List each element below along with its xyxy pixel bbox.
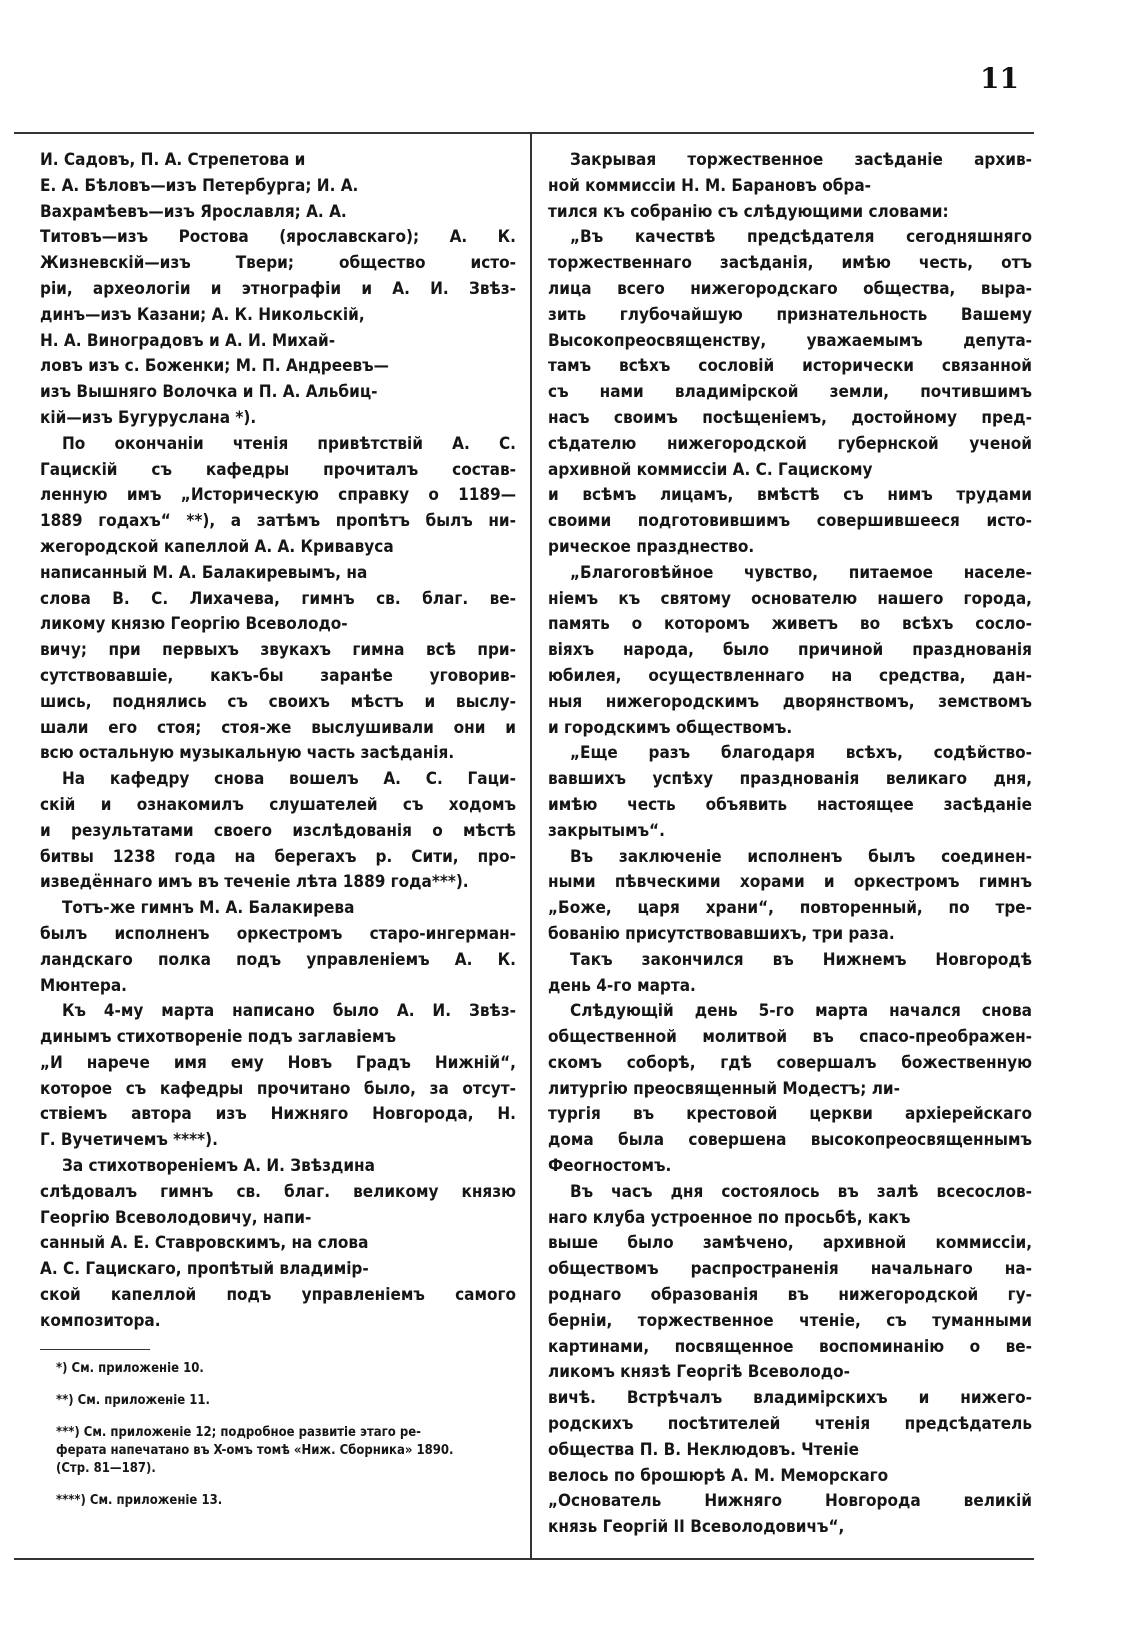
text-line: тился къ собранію съ слѣдующими словами:: [548, 201, 949, 222]
text-line: литургію преосвященный Модестъ; ли-: [548, 1078, 900, 1099]
footnote: [56, 1360, 516, 1378]
paragraph: [40, 999, 516, 1154]
paragraph: [40, 432, 516, 767]
text-line: написанный М. А. Балакиревымъ, на: [40, 562, 368, 583]
text-line: Гацискій съ кафедры прочиталъ состав-: [40, 459, 516, 480]
text-line: „Благоговѣйное чувство, питаемое населе-: [570, 562, 1032, 583]
text-line: санный А. Е. Ставровскимъ, на слова: [40, 1233, 369, 1254]
text-line: жегородской капеллой А. А. Кривавуса: [40, 536, 394, 557]
text-line: ныя нижегородскимъ дворянствомъ, земствомъ: [548, 691, 1032, 712]
text-line: Жизневскій—изъ Твери; общество исто-: [40, 253, 516, 274]
paragraph: [548, 561, 1032, 742]
text-line: велось по брошюрѣ А. М. Меморскаго: [548, 1465, 889, 1486]
text-line: скомъ соборѣ, гдѣ совершалъ божественную: [548, 1052, 1032, 1073]
text-line: и городскимъ обществомъ.: [548, 717, 793, 738]
text-line: ствіемъ автора изъ Нижняго Новгорода, Н.: [40, 1104, 516, 1125]
text-line: Тотъ-же гимнъ М. А. Балакирева: [62, 898, 355, 919]
text-line: „Боже, царя храни“, повторенный, по тре-: [548, 898, 1032, 919]
text-line: битвы 1238 года на берегахъ р. Сити, про-: [40, 846, 516, 867]
footnote-line: ферата напечатано въ X-омъ томѣ «Ниж. Сборника» 1890.: [56, 1442, 454, 1458]
text-line: своими подготовившимъ совершившееся исто-: [548, 511, 1032, 532]
footnote: [56, 1492, 516, 1510]
text-line: Закрывая торжественное засѣданіе архив-: [570, 150, 1032, 170]
text-line: Къ 4-му марта написано было А. И. Звѣз-: [62, 1001, 516, 1022]
text-line: имѣю честь объявить настоящее засѣданіе: [548, 794, 1032, 815]
text-line: По окончанiи чтенія привѣтствій А. С.: [62, 433, 516, 454]
text-line: Вахрамѣевъ—изъ Ярославля; А. А.: [40, 201, 347, 222]
paragraph: [548, 148, 1032, 225]
text-line: родскихъ посѣтителей чтенія предсѣдатель: [548, 1414, 1032, 1435]
paragraph: [40, 896, 516, 999]
text-line: ленную имъ „Историческую справку о 1189—: [40, 485, 516, 506]
text-line: віяхъ народа, было причиной празднованія: [548, 640, 1032, 661]
text-line: Въ заключеніе исполненъ былъ соединен-: [570, 846, 1032, 867]
text-line: шись, поднялись съ своихъ мѣстъ и выслу-: [40, 691, 516, 712]
text-line: слѣдовалъ гимнъ св. благ. великому князю: [40, 1181, 516, 1202]
text-line: ландскаго полка подъ управленіемъ А. К.: [40, 949, 516, 970]
text-line: бованію присутствовавшихъ, три раза.: [548, 923, 895, 944]
text-line: динъ—изъ Казани; А. К. Никольскій,: [40, 304, 365, 325]
column-divider: [530, 132, 532, 1558]
text-line: лица всего нижегородскаго общества, выра-: [548, 278, 1032, 299]
text-line: роднаго образованія въ нижегородской гу-: [548, 1285, 1032, 1306]
footnote: [56, 1392, 516, 1410]
paragraph: [40, 148, 516, 432]
text-line: И. Садовъ, П. А. Стрепетова и: [40, 150, 306, 170]
text-line: ликомъ князѣ Георгіѣ Всеволодо-: [548, 1362, 850, 1383]
text-line: и всѣмъ лицамъ, вмѣстѣ съ нимъ трудами: [548, 485, 1032, 506]
text-line: день 4-го марта.: [548, 975, 696, 996]
footnote-line: **) См. приложеніе 11.: [56, 1392, 210, 1408]
text-line: Высокопреосвященству, уважаемымъ депута-: [548, 330, 1032, 351]
text-line: На кафедру снова вошелъ А. С. Гаци-: [62, 769, 516, 790]
text-line: вавшихъ успѣху празднованія великаго дня,: [548, 769, 1032, 790]
text-line: тургія въ крестовой церкви архіерейскаго: [548, 1104, 1032, 1125]
text-line: сѣдателю нижегородской губернской ученой: [548, 433, 1032, 454]
top-rule: [14, 132, 1034, 134]
footnote-line: (Стр. 81—187).: [56, 1460, 156, 1476]
text-line: Феогностомъ.: [548, 1156, 672, 1177]
text-line: Н. А. Виноградовъ и А. И. Михай-: [40, 330, 336, 351]
footnote-line: ***) См. приложеніе 12; подробное развитіе этаго ре-: [56, 1424, 422, 1440]
text-line: динымъ стихотвореніе подъ заглавіемъ: [40, 1027, 396, 1048]
footnote: [56, 1424, 516, 1478]
text-line: 1889 годахъ“ **), а затѣмъ пропѣтъ былъ ни-: [40, 511, 516, 532]
text-line: изведённаго имъ въ теченіе лѣта 1889 года***).: [40, 872, 469, 893]
text-line: обществомъ распространенія начальнаго на-: [548, 1259, 1032, 1280]
left-column: [40, 148, 516, 1524]
text-line: ской капеллой подъ управленіемъ самого: [40, 1285, 516, 1306]
page-number: 11: [980, 62, 1019, 95]
text-line: Мюнтера.: [40, 975, 127, 996]
text-line: картинами, посвященное воспоминанію о ве-: [548, 1336, 1032, 1357]
text-line: Такъ закончился въ Нижнемъ Новгородѣ: [570, 949, 1032, 970]
text-line: слова В. С. Лихачева, гимнъ св. благ. ве-: [40, 588, 516, 609]
paragraph: [548, 1180, 1032, 1541]
text-line: съ нами владимірской земли, почтившимъ: [548, 382, 1032, 403]
paragraph: [548, 741, 1032, 844]
footnote-line: ****) См. приложеніе 13.: [56, 1492, 223, 1508]
text-line: общественной молитвой въ спасо-преображен-: [548, 1027, 1032, 1048]
text-line: „И нарече имя ему Новъ Градъ Нижній“,: [40, 1052, 516, 1073]
right-column: [548, 148, 1032, 1541]
paragraph: [40, 767, 516, 896]
text-line: „Въ качествѣ предсѣдателя сегодняшняго: [570, 227, 1032, 248]
text-line: дома была совершена высокопреосвященнымъ: [548, 1130, 1032, 1151]
text-line: вичѣ. Встрѣчалъ владимірскихъ и нижего-: [548, 1388, 1032, 1409]
footnote-line: *) См. приложеніе 10.: [56, 1360, 204, 1376]
text-line: Г. Вучетичемъ ****).: [40, 1130, 218, 1151]
bottom-rule: [14, 1558, 1034, 1560]
text-line: выше было замѣчено, архивной коммиссіи,: [548, 1233, 1032, 1254]
text-line: ликому князю Георгію Всеволодо-: [40, 614, 348, 635]
text-line: А. С. Гацискаго, пропѣтый владимір-: [40, 1259, 369, 1280]
text-line: и результатами своего изслѣдованія о мѣстѣ: [40, 820, 516, 841]
text-line: наго клуба устроенное по просьбѣ, какъ: [548, 1207, 911, 1228]
text-line: За стихотвореніемъ А. И. Звѣздина: [62, 1156, 375, 1177]
text-line: юбилея, осуществленнаго на средства, дан-: [548, 665, 1032, 686]
text-line: Е. А. Бѣловъ—изъ Петербурга; И. А.: [40, 175, 359, 196]
text-line: тамъ всѣхъ сословій исторически связанной: [548, 356, 1032, 377]
text-line: вичу; при первыхъ звукахъ гимна всѣ при-: [40, 640, 516, 661]
text-line: скій и ознакомилъ слушателей съ ходомъ: [40, 794, 516, 815]
text-line: насъ своимъ посѣщеніемъ, достойному пред-: [548, 407, 1032, 428]
text-line: сутствовавшіе, какъ-бы заранѣе уговорив-: [40, 665, 516, 686]
text-line: ными пѣвческими хорами и оркестромъ гимнъ: [548, 872, 1032, 893]
text-line: „Основатель Нижняго Новгорода великій: [548, 1491, 1032, 1512]
text-line: Титовъ—изъ Ростова (ярославскаго); А. К.: [40, 227, 516, 248]
paragraph: [548, 999, 1032, 1180]
text-line: композитора.: [40, 1310, 161, 1331]
paragraph: [40, 1154, 516, 1335]
text-line: Въ часъ дня состоялось въ залѣ всесослов-: [570, 1181, 1032, 1202]
text-line: торжественнаго засѣданія, имѣю честь, отъ: [548, 253, 1032, 274]
text-line: князь Георгій II Всеволодовичъ“,: [548, 1517, 845, 1538]
footnote-rule: [40, 1349, 150, 1350]
paragraph: [548, 225, 1032, 560]
text-line: „Еще разъ благодаря всѣхъ, содѣйство-: [570, 743, 1032, 764]
text-line: берніи, торжественное чтеніе, съ туманными: [548, 1310, 1032, 1331]
text-line: ловъ изъ с. Боженки; М. П. Андреевъ—: [40, 356, 389, 377]
text-line: ніемъ къ святому основателю нашего города,: [548, 588, 1032, 609]
paragraph: [548, 948, 1032, 1000]
paragraph: [548, 845, 1032, 948]
text-line: изъ Вышняго Волочка и П. А. Альбиц-: [40, 382, 378, 403]
text-line: закрытымъ“.: [548, 820, 665, 841]
text-line: кій—изъ Бугуруслана *).: [40, 407, 257, 428]
text-line: Георгію Всеволодовичу, напи-: [40, 1207, 312, 1228]
text-line: всю остальную музыкальную часть засѣданія.: [40, 743, 455, 764]
text-line: Слѣдующій день 5-го марта начался снова: [570, 1001, 1032, 1022]
text-line: общества П. В. Неклюдовъ. Чтеніе: [548, 1439, 860, 1460]
text-line: ной коммиссіи Н. М. Барановъ обра-: [548, 175, 872, 196]
text-line: архивной коммиссіи А. С. Гацискому: [548, 459, 873, 480]
text-line: которое съ кафедры прочитано было, за отсут-: [40, 1078, 516, 1099]
text-line: рiи, археологiи и этнографiи и А. И. Звѣз-: [40, 278, 516, 299]
text-line: зить глубочайшую признательность Вашему: [548, 304, 1032, 325]
text-line: шали его стоя; стоя-же выслушивали они и: [40, 717, 516, 738]
text-line: память о которомъ живетъ во всѣхъ сосло-: [548, 614, 1032, 635]
text-line: былъ исполненъ оркестромъ старо-ингерман-: [40, 923, 516, 944]
text-line: рическое празднество.: [548, 536, 755, 557]
